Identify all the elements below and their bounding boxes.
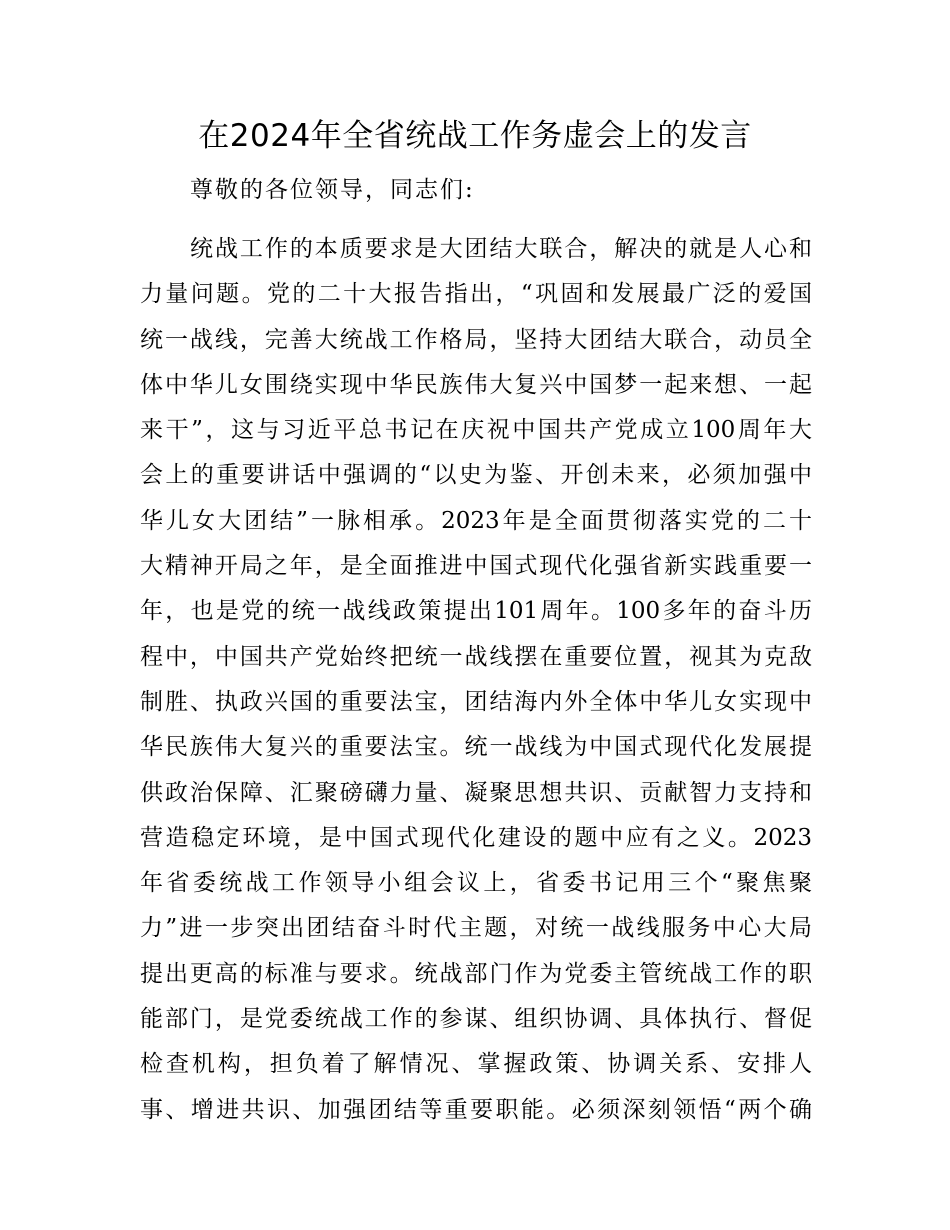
text-line: 力量问题。党的二十大报告指出，“巩固和发展最广泛的爱国 bbox=[140, 281, 812, 308]
text-line: 检查机构，担负着了解情况、掌握政策、协调关系、安排人 bbox=[140, 1051, 812, 1078]
text-line: 会上的重要讲话中强调的“以史为鉴、开创未来，必须加强中 bbox=[140, 462, 812, 489]
text-line: 大精神开局之年，是全面推进中国式现代化强省新实践重要一 bbox=[140, 553, 812, 580]
text-line: 年省委统战工作领导小组会议上，省委书记用三个“聚焦聚 bbox=[140, 870, 812, 897]
text-line: 华民族伟大复兴的重要法宝。统一战线为中国式现代化发展提 bbox=[140, 734, 812, 761]
text-line: 提出更高的标准与要求。统战部门作为党委主管统战工作的职 bbox=[140, 960, 812, 987]
text-line: 能部门，是党委统战工作的参谋、组织协调、具体执行、督促 bbox=[140, 1006, 812, 1033]
text-line: 制胜、执政兴国的重要法宝，团结海内外全体中华儿女实现中 bbox=[140, 688, 812, 715]
document-title: 在2024年全省统战工作务虚会上的发言 bbox=[198, 118, 752, 154]
text-line: 营造稳定环境，是中国式现代化建设的题中应有之义。2023 bbox=[140, 824, 812, 851]
text-line: 事、增进共识、加强团结等重要职能。必须深刻领悟“两个确 bbox=[140, 1096, 812, 1123]
text-line: 体中华儿女围绕实现中华民族伟大复兴中国梦一起来想、一起 bbox=[140, 371, 812, 398]
text-line: 来干”，这与习近平总书记在庆祝中国共产党成立100周年大 bbox=[140, 417, 812, 444]
text-line: 力”进一步突出团结奋斗时代主题，对统一战线服务中心大局 bbox=[140, 915, 812, 942]
text-line: 统一战线，完善大统战工作格局，坚持大团结大联合，动员全 bbox=[140, 326, 812, 353]
body-paragraph bbox=[140, 227, 812, 1133]
text-line: 华儿女大团结”一脉相承。2023年是全面贯彻落实党的二十 bbox=[140, 507, 812, 534]
text-line: 供政治保障、汇聚磅礴力量、凝聚思想共识、贡献智力支持和 bbox=[140, 779, 812, 806]
text-line: 程中，中国共产党始终把统一战线摆在重要位置，视其为克敌 bbox=[140, 643, 812, 670]
salutation: 尊敬的各位领导，同志们: bbox=[190, 177, 475, 203]
text-line: 年，也是党的统一战线政策提出101周年。100多年的奋斗历 bbox=[140, 598, 812, 625]
text-line: 统战工作的本质要求是大团结大联合，解决的就是人心和 bbox=[190, 236, 812, 262]
